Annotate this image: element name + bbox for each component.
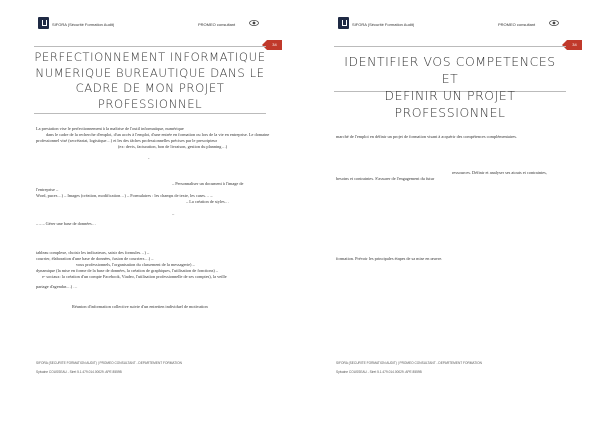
body-line: (ex: devis, facturation, bon de livraison, gestion du planning…) [118,144,228,149]
title-line: IDENTIFIER VOS COMPETENCES ET [344,54,556,86]
body-line: partage d'agendas…) … [36,284,78,289]
footer-line: SIFORA (SECURITE FORMATION AUDIT) | PROMEO CONSULTANT - DEPARTEMENT FORMATION [336,361,482,365]
body-line: – La création de styles… [186,199,229,204]
title-line: PERFECTIONNEMENT INFORMATIQUE [34,50,266,64]
title-line: PROFESSIONNEL [97,96,203,111]
body-line: l'entreprise – [36,187,59,192]
body-line: – [172,211,175,216]
title-line: NUMERIQUE BUREAUTIQUE DANS LE [35,65,265,80]
body-line: dynamique (la mise en forme de la base de données, la création de graphiques, l'utilisation de fonctions) – [36,268,219,273]
body-line: tableau complexe, choisir les indicateurs, saisir des formules…) – [36,250,150,255]
body-line: - [148,156,150,161]
body-text [36,126,270,316]
page-title [334,46,566,120]
page-number-tab [267,40,282,50]
body-line: professionnel visé (secrétariat, logistique…) et les des tâches professionnelles précises par le prescripteur [36,138,218,143]
header-consultant: PROMEO consultant [498,22,536,27]
footer-line: SIFORA (SECURITE FORMATION AUDIT) | PROMEO CONSULTANT - DEPARTEMENT FORMATION [36,361,182,365]
footer-line: Sylvaine COUSSEAU - Siret 5.1.479.014.00029. APE 8559B [336,370,422,374]
body-line: La prestation vise le perfectionnement à la maîtrise de l'outil informatique, numérique [36,126,184,131]
body-line: besoins et contraintes. S'assurer de l'engagement du futur [336,176,435,181]
body-line: courrier, élaboration d'une base de données, fusion de courriers…) – [36,256,154,261]
title-line: CADRE DE MON PROJET [75,81,225,95]
eye-icon [549,18,559,28]
eye-icon [249,18,259,28]
right-page [300,0,600,424]
page-number: 34 [272,42,277,47]
body-line: vous professionnels, l'organisation du classement de la messagerie) – [76,262,195,267]
header-org: SIFORA (Sécurité Formation Audit) [352,22,415,27]
body-text [336,134,564,274]
body-line: formation. Prévoir les principales étapes de sa mise en œuvre. [336,256,443,261]
header-org: SIFORA (Sécurité Formation Audit) [52,22,115,27]
header-consultant: PROMEO consultant [198,22,236,27]
body-line: Word, puces…) – Images (création, modification…) – Formulaires : les champs de texte, les cases… – [36,193,213,198]
body-line: dans le cadre de la recherche d'emploi, d'un accès à l'emploi, d'une entrée en formation ou lors de la vie en entreprise. Le domaine [46,132,270,137]
title-line: DEFINIR UN PROJET PROFESSIONNEL [384,88,516,120]
body-line: Réunion d'information collective suivie d'un entretien individuel de motivation [72,304,208,309]
sifora-logo-icon [338,17,349,29]
body-line: ressources. Définir et analyser ses atouts et contraintes, [452,170,547,175]
body-line: marché de l'emploi en définir un projet de formation visant à acquérir des compétences complémentaires. [336,134,518,139]
page-title [34,46,266,114]
page-header [300,8,600,32]
body-line: – – – Gérer une base de données… [36,221,97,226]
body-line: – Personnaliser un document à l'image de [172,181,244,186]
page-header [0,8,300,32]
page-number-tab [567,40,582,50]
page-number: 34 [572,42,577,47]
sifora-logo-icon [38,17,49,29]
footer-line: Sylvaine COUSSEAU - Siret 5.1.479.014.00029. APE 8559B [36,370,122,374]
body-line: e- sociaux: la création d'un compte Facebook, Viadeo, l'utilisation professionnelle de ses comptes), la veille [42,274,227,279]
